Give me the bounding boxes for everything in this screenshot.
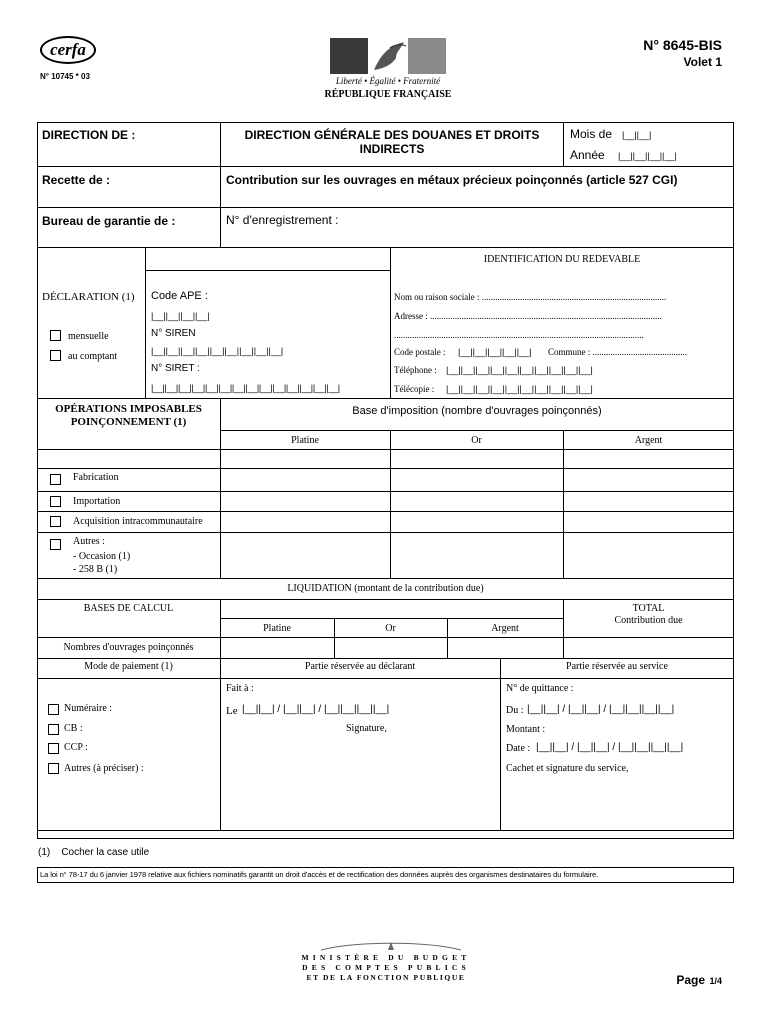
au-comptant-label: au comptant [68,351,118,362]
ministere-emblem [316,938,466,950]
mois-label: Mois de [570,127,613,141]
code-postal-field[interactable]: |__||__||__||__||__| [458,347,532,357]
nom-field[interactable]: Nom ou raison sociale : .................................................................................. [394,292,667,302]
siren-field[interactable]: |__||__||__||__||__||__||__||__||__| [151,346,284,356]
mensuelle-checkbox[interactable] [50,330,61,341]
autres-op-checkbox[interactable] [50,539,61,550]
bases-calcul-label: BASES DE CALCUL [83,603,174,614]
numeraire-label: Numéraire : [64,703,113,714]
cb-checkbox[interactable] [48,724,59,735]
cachet-label: Cachet et signature du service, [506,763,629,774]
code-ape-label: Code APE : [151,290,208,302]
ministere-line2: DES COMPTES PUBLICS [302,963,470,972]
fabrication-checkbox[interactable] [50,474,61,485]
dgddi-line2: INDIRECTS [359,142,425,156]
dgddi-line1: DIRECTION GÉNÉRALE DES DOUANES ET DROITS [244,128,540,142]
ministere-line3: ET DE LA FONCTION PUBLIQUE [306,973,466,982]
operations-title-line2: POINÇONNEMENT (1) [70,416,187,428]
page-label: Page [676,973,706,987]
direction-label: DIRECTION DE : [42,128,136,142]
marianne-logo [330,38,446,74]
telephone-field[interactable]: |__||__||__||__||__||__||__||__||__||__| [446,365,593,375]
fabrication-label: Fabrication [73,472,119,483]
col-argent-header: Argent [634,435,663,446]
liq-col-or: Or [385,623,396,634]
liquidation-title: LIQUIDATION (montant de la contribution due) [287,583,484,594]
page-number [630,971,722,989]
montant-field[interactable]: Montant : [506,724,546,735]
liq-col-argent: Argent [491,623,519,634]
adresse-line2-field[interactable]: ............................................................................................................... [394,330,644,340]
identification-title: IDENTIFICATION DU REDEVABLE [483,254,641,265]
telecopie-label: Télécopie : [394,384,435,394]
siren-label: N° SIREN [151,328,196,339]
du-date-field[interactable]: |__||__| / |__||__| / |__||__||__||__| [527,704,675,715]
partie-declarant-label: Partie réservée au déclarant [304,661,416,672]
siret-label: N° SIRET : [151,363,200,374]
le-date-field[interactable]: |__||__| / |__||__| / |__||__||__||__| [242,704,390,715]
siret-field[interactable]: |__||__||__||__||__||__||__||__||__||__||__||__||__||__| [151,383,340,393]
commune-field[interactable]: Commune : .......................................... [548,347,687,357]
du-label: Du : [506,705,524,716]
liq-col-platine: Platine [263,623,291,634]
date-label: Date : [506,743,531,754]
nombres-ouvrages-label: Nombres d'ouvrages poinçonnés [63,642,194,653]
recette-label: Recette de : [42,173,111,187]
autres-op-label: Autres : [73,536,105,547]
declaration-label: DÉCLARATION (1) [42,291,135,303]
contribution-title: Contribution sur les ouvrages en métaux précieux poinçonnés (article 527 CGI) [226,173,678,187]
occasion-label: - Occasion (1) [73,551,131,562]
code-postal-label: Code postale : [394,347,446,357]
code-ape-field[interactable]: |__||__||__||__| [151,311,210,321]
cocher-note: (1) Cocher la case utile [38,847,150,858]
form-number: N° 8645-BIS [643,37,722,53]
telecopie-field[interactable]: |__||__||__||__||__||__||__||__||__||__| [446,384,593,394]
col-or-header: Or [471,435,482,446]
le-label: Le [226,705,238,717]
mensuelle-label: mensuelle [68,331,109,342]
republic-name: RÉPUBLIQUE FRANÇAISE [324,89,452,100]
acquisition-label: Acquisition intracommunautaire [73,516,203,527]
page-value: 1/4 [709,976,722,986]
bureau-label: Bureau de garantie de : [42,214,176,228]
ccp-checkbox[interactable] [48,743,59,754]
signature-label: Signature, [346,723,387,734]
annee-field[interactable]: |__||__||__||__| [618,151,677,161]
motto: Liberté • Égalité • Fraternité [335,76,441,86]
volet: Volet 1 [683,55,722,69]
enregistrement-label: N° d'enregistrement : [226,213,339,227]
importation-checkbox[interactable] [50,496,61,507]
b258-label: - 258 B (1) [73,564,118,575]
numeraire-checkbox[interactable] [48,704,59,715]
acquisition-checkbox[interactable] [50,516,61,527]
base-imposition-title: Base d'imposition (nombre d'ouvrages poinçonnés) [352,405,602,417]
quittance-field[interactable]: N° de quittance : [506,683,574,694]
cerfa-logo [40,36,96,64]
adresse-field[interactable]: Adresse : ....................................................................................................... [394,311,662,321]
autres-paiement-checkbox[interactable] [48,763,59,774]
autres-paiement-label: Autres (à préciser) : [64,763,144,774]
partie-service-label: Partie réservée au service [566,661,668,672]
importation-label: Importation [73,496,121,507]
ministere-line1: MINISTÈRE DU BUDGET [301,953,471,962]
cerfa-number: N° 10745 * 03 [40,72,90,81]
loi-text: La loi n° 78-17 du 6 janvier 1978 relative aux fichiers nominatifs garantit un droit d'accès et de rectification des données auprès des organismes destinataires du formulaire. [40,870,599,879]
loi-notice [37,867,734,883]
date-field[interactable]: |__||__| / |__||__| / |__||__||__||__| [536,742,684,753]
ccp-label: CCP : [64,742,88,753]
marianne-emblem-icon [330,38,446,74]
telephone-label: Téléphone : [394,365,437,375]
fait-a-field[interactable]: Fait à : [226,683,254,694]
cerfa-logo-text: cerfa [50,40,86,59]
mode-paiement-label: Mode de paiement (1) [84,661,173,672]
cb-label: CB : [64,723,83,734]
total-line1: TOTAL [632,603,665,614]
ministere-arc-icon [316,939,466,951]
annee-label: Année [570,148,605,162]
col-platine-header: Platine [291,435,319,446]
mois-field[interactable]: |__||__| [622,130,652,140]
total-line2: Contribution due [614,615,683,626]
au-comptant-checkbox[interactable] [50,350,61,361]
operations-title-line1: OPÉRATIONS IMPOSABLES [55,403,202,415]
